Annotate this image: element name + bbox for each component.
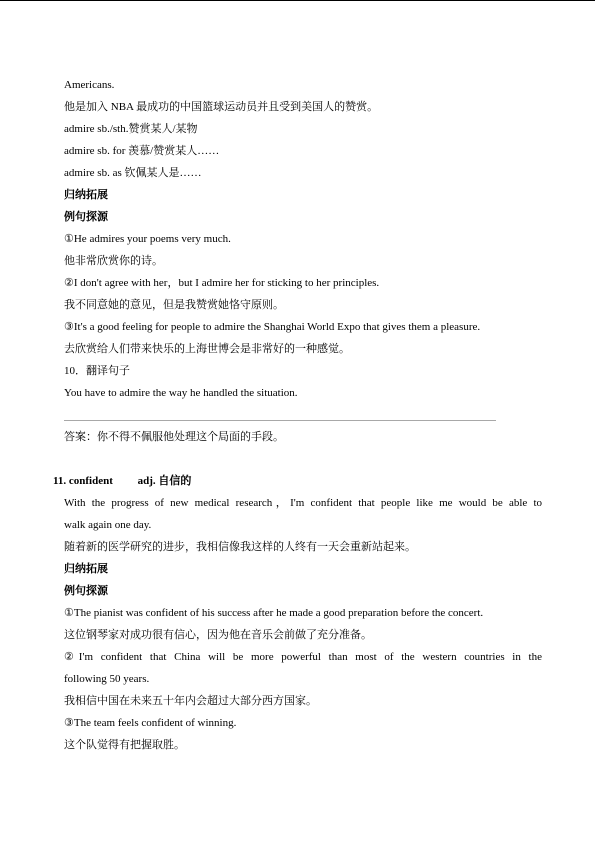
vocab-heading [53, 474, 191, 488]
example-sentence: ③It's a good feeling for people to admire the Shanghai World Expo that gives them a pleasure. [64, 321, 481, 333]
question-text: You have to admire the way he handled the situation. [64, 387, 298, 399]
example-sentence: walk again one day. [64, 519, 152, 531]
vocab-word: 11. confident [53, 475, 113, 487]
example-sentence: ①The pianist was confident of his success after he made a good preparation before the concert. [64, 607, 484, 619]
section-heading: 例句探源 [64, 585, 108, 597]
example-sentence: ③The team feels confident of winning. [64, 717, 237, 729]
example-sentence: following 50 years. [64, 673, 150, 685]
section-heading: 归纳拓展 [64, 189, 108, 201]
example-translation: 我相信中国在未来五十年内会超过大部分西方国家。 [64, 695, 317, 707]
page-top-border [0, 0, 595, 1]
section-heading: 归纳拓展 [64, 563, 108, 575]
example-translation: 随着新的医学研究的进步，我相信像我这样的人终有一天会重新站起来。 [64, 541, 416, 553]
text-line: Americans. [64, 79, 115, 91]
phrase-line: admire sb./sth.赞赏某人/某物 [64, 123, 198, 135]
example-translation: 去欣赏给人们带来快乐的上海世博会是非常好的一种感觉。 [64, 343, 350, 355]
example-translation: 我不同意她的意见，但是我赞赏她恪守原则。 [64, 299, 284, 311]
answer-text: 答案：你不得不佩服他处理这个局面的手段。 [64, 431, 284, 443]
example-translation: 他非常欣赏你的诗。 [64, 255, 163, 267]
phrase-line: admire sb. as 钦佩某人是…… [64, 167, 202, 179]
translation-line: 他是加入 NBA 最成功的中国篮球运动员并且受到美国人的赞赏。 [64, 101, 379, 113]
question-heading: 10．翻译句子 [64, 365, 130, 377]
example-sentence: ②I'm confident that China will be more powerful than most of the western countries in the [64, 651, 542, 663]
phrase-line: admire sb. for 羡慕/赞赏某人…… [64, 145, 220, 157]
section-heading: 例句探源 [64, 211, 108, 223]
answer-line [64, 420, 496, 421]
vocab-pos: adj. 自信的 [137, 475, 192, 487]
example-sentence: With the progress of new medical research，I'm confident that people like me would be able to [64, 497, 542, 509]
example-sentence: ②I don't agree with her，but I admire her for sticking to her principles. [64, 277, 380, 289]
example-translation: 这个队觉得有把握取胜。 [64, 739, 185, 751]
example-translation: 这位钢琴家对成功很有信心，因为他在音乐会前做了充分准备。 [64, 629, 372, 641]
example-sentence: ①He admires your poems very much. [64, 233, 231, 245]
